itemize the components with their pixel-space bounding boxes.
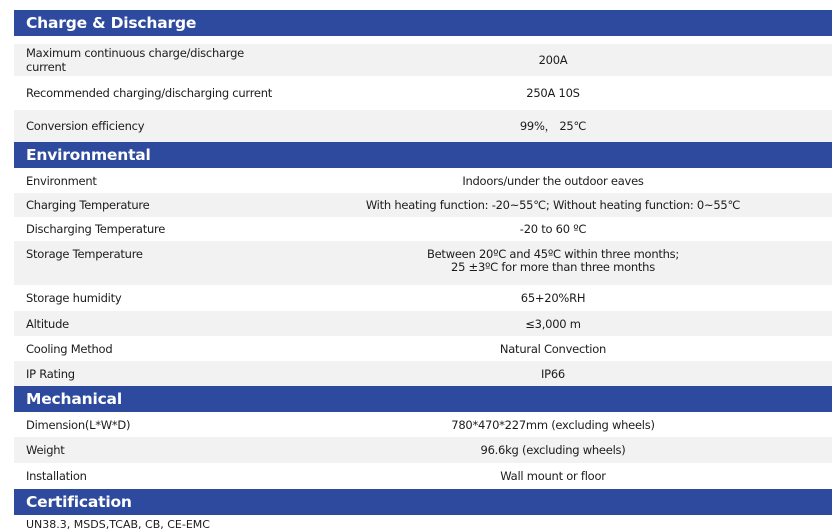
spec-value-line: 25 ±3ºC for more than three months (451, 260, 655, 274)
spec-value: 65+20%RH (520, 291, 586, 305)
spec-value: Wall mount or floor (500, 469, 606, 483)
spec-sheet (14, 10, 832, 531)
spec-value: ≤3,000 m (525, 316, 581, 331)
spec-label: Environment (26, 173, 97, 188)
spec-row-installation (14, 463, 832, 489)
spec-label: Storage humidity (26, 291, 122, 305)
spec-value: IP66 (541, 366, 565, 381)
spec-value: 96.6kg (excluding wheels) (480, 443, 626, 457)
spacer (14, 36, 832, 44)
spec-label: Weight (26, 443, 65, 457)
spec-label: Charging Temperature (26, 198, 150, 212)
section-header-environmental: Environmental (14, 142, 832, 168)
certification-list: UN38.3, MSDS,TCAB, CB, CE-EMC (26, 518, 210, 531)
spec-row-cooling-method (14, 336, 832, 361)
spec-label: Discharging Temperature (26, 222, 166, 236)
spec-label: Cooling Method (26, 341, 113, 356)
spec-label: Altitude (26, 316, 69, 331)
spec-value: With heating function: -20~55℃; Without heating function: 0~55℃ (365, 198, 741, 212)
spec-value: 99%， 25℃ (519, 119, 587, 133)
spec-row-max-current (14, 44, 832, 76)
spec-row-conversion-efficiency (14, 110, 832, 142)
spec-value: 200A (538, 53, 568, 67)
spec-value: Indoors/under the outdoor eaves (462, 173, 644, 188)
spec-label: IP Rating (26, 366, 75, 381)
spec-label: Dimension(L*W*D) (26, 417, 131, 432)
spec-label: Storage Temperature (26, 247, 143, 261)
spec-row-altitude (14, 311, 832, 336)
spec-label: Maximum continuous charge/discharge current (26, 46, 244, 74)
spec-value-line: Between 20ºC and 45ºC within three months; (426, 247, 680, 261)
spec-row-environment (14, 168, 832, 193)
spec-label: Conversion efficiency (26, 119, 145, 133)
spec-row-storage-humidity (14, 285, 832, 311)
spec-value: 250A 10S (526, 86, 580, 100)
spec-label: Installation (26, 469, 87, 483)
spec-row-charging-temperature (14, 193, 832, 217)
spec-row-recommended-current (14, 76, 832, 110)
spec-row-dimension (14, 412, 832, 437)
spec-row-discharging-temperature (14, 217, 832, 241)
section-header-mechanical: Mechanical (14, 386, 832, 412)
spec-value: -20 to 60 ºC (519, 222, 587, 236)
section-header-charge-discharge: Charge & Discharge (14, 10, 832, 36)
spec-value: 780*470*227mm (excluding wheels) (451, 417, 655, 432)
spec-label: Recommended charging/discharging current (26, 86, 273, 100)
spec-row-weight (14, 437, 832, 463)
spec-value: Natural Convection (499, 341, 607, 356)
section-header-certification: Certification (14, 489, 832, 515)
spec-row-storage-temperature (14, 241, 832, 285)
spec-value (286, 241, 832, 274)
spec-row-ip-rating (14, 361, 832, 386)
